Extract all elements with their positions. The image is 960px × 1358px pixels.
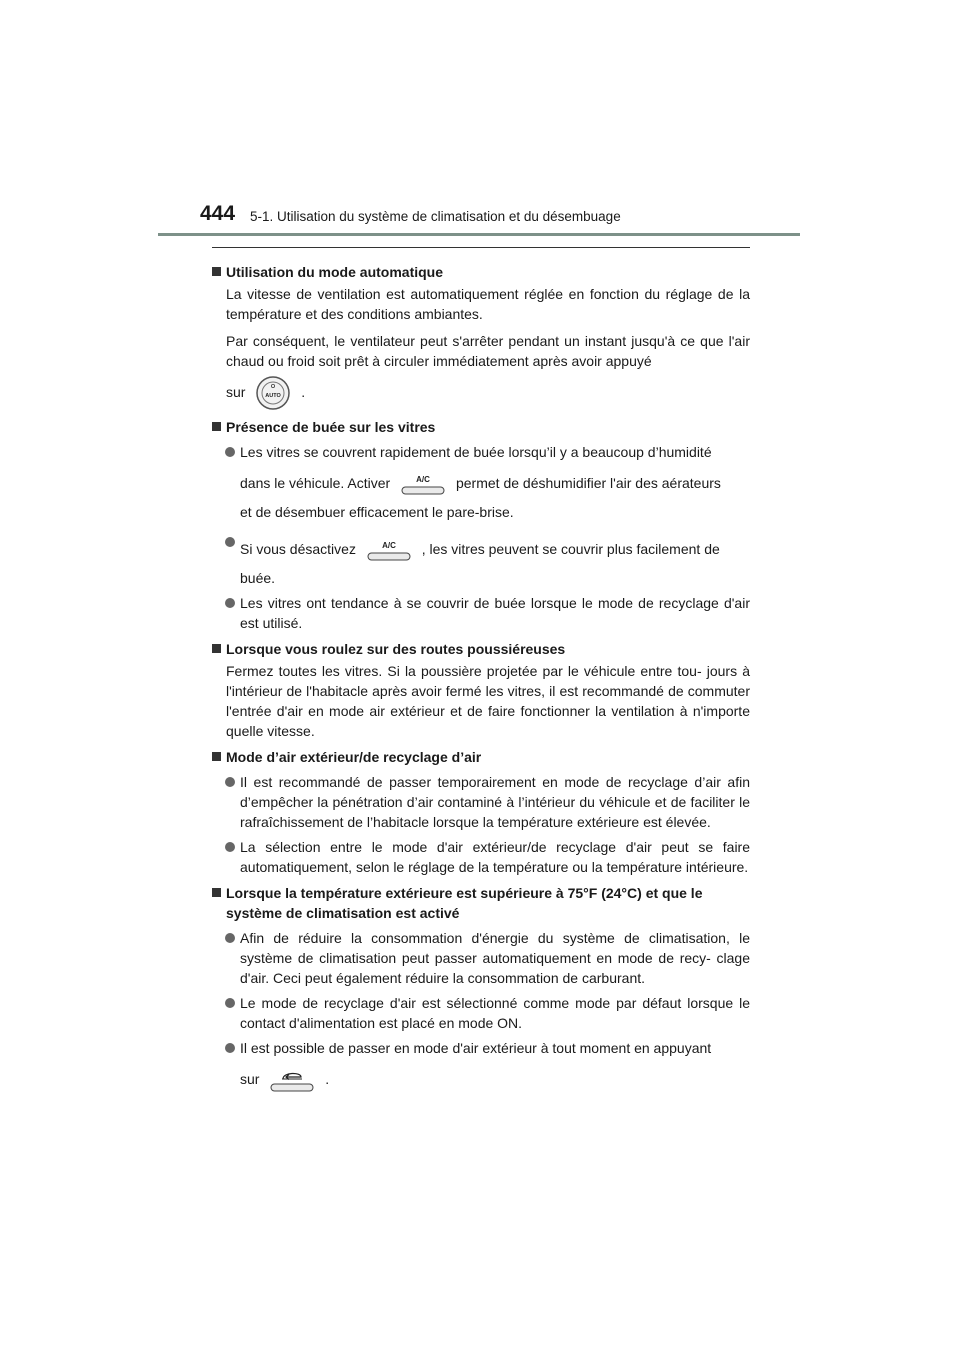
text-fragment: . — [301, 384, 306, 400]
bullet-item: Il est recommandé de passer temporairement en mode de recyclage d’air afin d’empêcher la pénétration d’air contaminé à l’intérieur du véhicule et de faciliter le rafraîchissement de l’habitacle lorsque la température extérieure est élevée. — [212, 772, 750, 832]
text-fragment: sur — [226, 384, 246, 400]
text-fragment: sur — [240, 1071, 260, 1088]
content-rule — [212, 247, 750, 248]
text-fragment: . — [325, 1071, 330, 1088]
ac-label: A/C — [416, 474, 430, 484]
page-number: 444 — [200, 202, 236, 225]
paragraph: La vitesse de ventilation est automatiquement réglée en fonction du réglage de la température et des conditions ambiantes. — [226, 286, 750, 322]
auto-label: AUTO — [265, 393, 282, 400]
inline-line — [240, 466, 750, 500]
bullet-item — [212, 1038, 750, 1096]
paragraph: Fermez toutes les vitres. Si la poussière projetée par le véhicule entre tou- jours à l'intérieur de l'habitacle après avoir fermé les vitres, il est recommandé de commuter l'entrée d'air en mode air extérieur et de faire fonctionner la ventilation à n'importe quelle vitesse. — [226, 663, 750, 740]
heading-air-mode: Mode d’air extérieur/de recyclage d’air — [212, 747, 750, 767]
inline-line — [240, 1062, 750, 1096]
bullet-item — [212, 442, 750, 522]
ac-button-icon — [366, 539, 412, 563]
text-fragment: Si vous désactivez — [240, 541, 356, 558]
bullet-text: Les vitres se couvrent rapidement de buée lorsqu’il y a beaucoup d’humidité — [240, 444, 712, 461]
heading-dusty-roads: Lorsque vous roulez sur des routes poussiéreuses — [212, 639, 750, 659]
inline-line — [212, 375, 750, 411]
bullet-item: Afin de réduire la consommation d'énergie du système de climatisation, le système de climatisation peut passer automatiquement en mode de recy- clage d'air. Ceci peut également réduire la consommation de carburant. — [212, 928, 750, 988]
heading-auto-mode: Utilisation du mode automatique — [212, 262, 750, 282]
inline-line — [240, 532, 750, 566]
bullet-text: Il est possible de passer en mode d'air extérieur à tout moment en appuyant — [240, 1040, 712, 1057]
text-fragment: , les vitres peuvent se couvrir plus facilement de — [421, 541, 720, 558]
section-title: 5-1. Utilisation du système de climatisation et du désembuage — [250, 209, 621, 224]
ac-label: A/C — [381, 540, 396, 550]
ac-button-icon — [400, 473, 446, 497]
page-content — [212, 262, 750, 1096]
auto-button-icon — [255, 375, 291, 411]
heading-high-temp: Lorsque la température extérieure est supérieure à 75°F (24°C) et que le système de climatisation est activé — [212, 883, 750, 923]
header-rule — [158, 233, 800, 236]
bullet-item: La sélection entre le mode d'air extérieur/de recyclage d'air peut se faire automatiquement, selon le réglage de la température ou la température intérieure. — [212, 837, 750, 877]
recirculation-button-icon — [269, 1068, 315, 1094]
paragraph: Par conséquent, le ventilateur peut s'arrêter pendant un instant jusqu'à ce que l'air chaud ou froid soit prêt à circuler immédiatement après avoir appuyé — [226, 333, 750, 369]
bullet-item — [212, 532, 750, 588]
text-fragment: dans le véhicule. Activer — [240, 475, 391, 492]
text-fragment: permet de déshumidifier l'air des aérateurs — [455, 475, 721, 492]
bullet-item: Le mode de recyclage d'air est sélectionné comme mode par défaut lorsque le contact d'alimentation est placé en mode ON. — [212, 993, 750, 1033]
bullet-text: buée. — [240, 570, 276, 587]
heading-fog: Présence de buée sur les vitres — [212, 417, 750, 437]
bullet-item: Les vitres ont tendance à se couvrir de buée lorsque le mode de recyclage d'air est utilisé. — [212, 593, 750, 633]
bullet-text: et de désembuer efficacement le pare-brise. — [240, 504, 514, 521]
